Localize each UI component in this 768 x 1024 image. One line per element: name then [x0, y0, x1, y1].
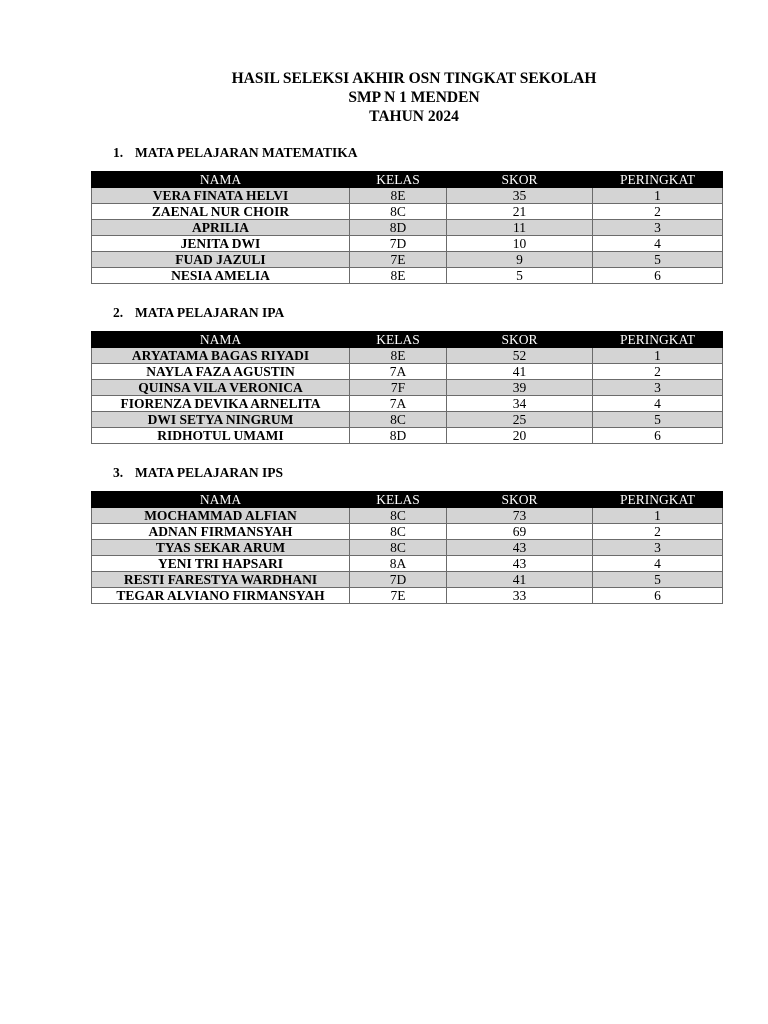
cell-peringkat: 6	[593, 268, 723, 284]
table-row	[92, 252, 723, 268]
cell-skor: 39	[447, 380, 593, 396]
table-header-row	[92, 172, 723, 188]
table-header-row	[92, 492, 723, 508]
table-row	[92, 508, 723, 524]
cell-kelas: 7D	[350, 236, 447, 252]
section-heading-matematika	[113, 145, 358, 161]
cell-kelas: 7F	[350, 380, 447, 396]
cell-nama: DWI SETYA NINGRUM	[92, 412, 350, 428]
table-header-row	[92, 332, 723, 348]
cell-peringkat: 5	[593, 252, 723, 268]
cell-peringkat: 2	[593, 524, 723, 540]
cell-skor: 5	[447, 268, 593, 284]
column-header-kelas: KELAS	[350, 332, 447, 348]
cell-skor: 20	[447, 428, 593, 444]
section-number: 3.	[113, 465, 124, 480]
table-row	[92, 396, 723, 412]
cell-skor: 41	[447, 572, 593, 588]
cell-peringkat: 6	[593, 428, 723, 444]
cell-kelas: 7A	[350, 364, 447, 380]
column-header-peringkat: PERINGKAT	[593, 332, 723, 348]
cell-peringkat: 3	[593, 540, 723, 556]
table-row	[92, 572, 723, 588]
cell-skor: 43	[447, 540, 593, 556]
cell-kelas: 8A	[350, 556, 447, 572]
table-row	[92, 268, 723, 284]
table-row	[92, 412, 723, 428]
section-heading-ips	[113, 465, 283, 481]
results-table-ipa	[91, 331, 723, 444]
section-title: MATA PELAJARAN MATEMATIKA	[135, 145, 358, 160]
table-row	[92, 524, 723, 540]
cell-peringkat: 4	[593, 396, 723, 412]
cell-skor: 10	[447, 236, 593, 252]
cell-kelas: 8C	[350, 540, 447, 556]
cell-skor: 73	[447, 508, 593, 524]
column-header-peringkat: PERINGKAT	[593, 492, 723, 508]
cell-kelas: 8C	[350, 508, 447, 524]
cell-kelas: 7D	[350, 572, 447, 588]
cell-nama: FUAD JAZULI	[92, 252, 350, 268]
table-row	[92, 588, 723, 604]
cell-nama: NESIA AMELIA	[92, 268, 350, 284]
cell-nama: ARYATAMA BAGAS RIYADI	[92, 348, 350, 364]
title-line-3: TAHUN 2024	[369, 108, 459, 125]
results-table-matematika	[91, 171, 723, 284]
cell-skor: 43	[447, 556, 593, 572]
cell-nama: NAYLA FAZA AGUSTIN	[92, 364, 350, 380]
table-row	[92, 348, 723, 364]
column-header-nama: NAMA	[92, 172, 350, 188]
title-line-2: SMP N 1 MENDEN	[348, 89, 480, 106]
section-number: 1.	[113, 145, 124, 160]
cell-nama: ADNAN FIRMANSYAH	[92, 524, 350, 540]
cell-skor: 11	[447, 220, 593, 236]
cell-skor: 34	[447, 396, 593, 412]
cell-kelas: 7E	[350, 252, 447, 268]
cell-nama: JENITA DWI	[92, 236, 350, 252]
cell-kelas: 7E	[350, 588, 447, 604]
document-title	[0, 69, 768, 126]
cell-kelas: 7A	[350, 396, 447, 412]
cell-skor: 35	[447, 188, 593, 204]
table-row	[92, 364, 723, 380]
cell-skor: 52	[447, 348, 593, 364]
cell-peringkat: 3	[593, 220, 723, 236]
cell-kelas: 8C	[350, 412, 447, 428]
table-row	[92, 380, 723, 396]
table-row	[92, 556, 723, 572]
column-header-skor: SKOR	[447, 332, 593, 348]
cell-peringkat: 5	[593, 412, 723, 428]
cell-skor: 25	[447, 412, 593, 428]
cell-skor: 41	[447, 364, 593, 380]
cell-peringkat: 1	[593, 508, 723, 524]
column-header-skor: SKOR	[447, 172, 593, 188]
cell-kelas: 8D	[350, 220, 447, 236]
cell-skor: 33	[447, 588, 593, 604]
cell-skor: 21	[447, 204, 593, 220]
cell-nama: MOCHAMMAD ALFIAN	[92, 508, 350, 524]
cell-nama: YENI TRI HAPSARI	[92, 556, 350, 572]
cell-peringkat: 3	[593, 380, 723, 396]
cell-kelas: 8C	[350, 524, 447, 540]
table-row	[92, 204, 723, 220]
cell-nama: QUINSA VILA VERONICA	[92, 380, 350, 396]
column-header-nama: NAMA	[92, 492, 350, 508]
cell-peringkat: 2	[593, 364, 723, 380]
section-title: MATA PELAJARAN IPA	[135, 305, 285, 320]
cell-nama: VERA FINATA HELVI	[92, 188, 350, 204]
cell-skor: 69	[447, 524, 593, 540]
column-header-kelas: KELAS	[350, 492, 447, 508]
cell-peringkat: 5	[593, 572, 723, 588]
cell-kelas: 8C	[350, 204, 447, 220]
table-row	[92, 220, 723, 236]
column-header-peringkat: PERINGKAT	[593, 172, 723, 188]
column-header-nama: NAMA	[92, 332, 350, 348]
cell-peringkat: 2	[593, 204, 723, 220]
cell-kelas: 8E	[350, 188, 447, 204]
cell-nama: ZAENAL NUR CHOIR	[92, 204, 350, 220]
cell-nama: RESTI FARESTYA WARDHANI	[92, 572, 350, 588]
cell-kelas: 8E	[350, 348, 447, 364]
cell-nama: TYAS SEKAR ARUM	[92, 540, 350, 556]
cell-peringkat: 4	[593, 236, 723, 252]
column-header-skor: SKOR	[447, 492, 593, 508]
cell-peringkat: 1	[593, 348, 723, 364]
cell-kelas: 8E	[350, 268, 447, 284]
cell-nama: APRILIA	[92, 220, 350, 236]
title-line-1: HASIL SELEKSI AKHIR OSN TINGKAT SEKOLAH	[231, 70, 597, 87]
cell-nama: FIORENZA DEVIKA ARNELITA	[92, 396, 350, 412]
cell-peringkat: 1	[593, 188, 723, 204]
section-number: 2.	[113, 305, 124, 320]
table-row	[92, 188, 723, 204]
cell-nama: TEGAR ALVIANO FIRMANSYAH	[92, 588, 350, 604]
section-title: MATA PELAJARAN IPS	[135, 465, 284, 480]
cell-skor: 9	[447, 252, 593, 268]
cell-kelas: 8D	[350, 428, 447, 444]
results-table-ips	[91, 491, 723, 604]
cell-peringkat: 4	[593, 556, 723, 572]
cell-nama: RIDHOTUL UMAMI	[92, 428, 350, 444]
table-row	[92, 428, 723, 444]
table-row	[92, 540, 723, 556]
section-heading-ipa	[113, 305, 284, 321]
cell-peringkat: 6	[593, 588, 723, 604]
column-header-kelas: KELAS	[350, 172, 447, 188]
table-row	[92, 236, 723, 252]
